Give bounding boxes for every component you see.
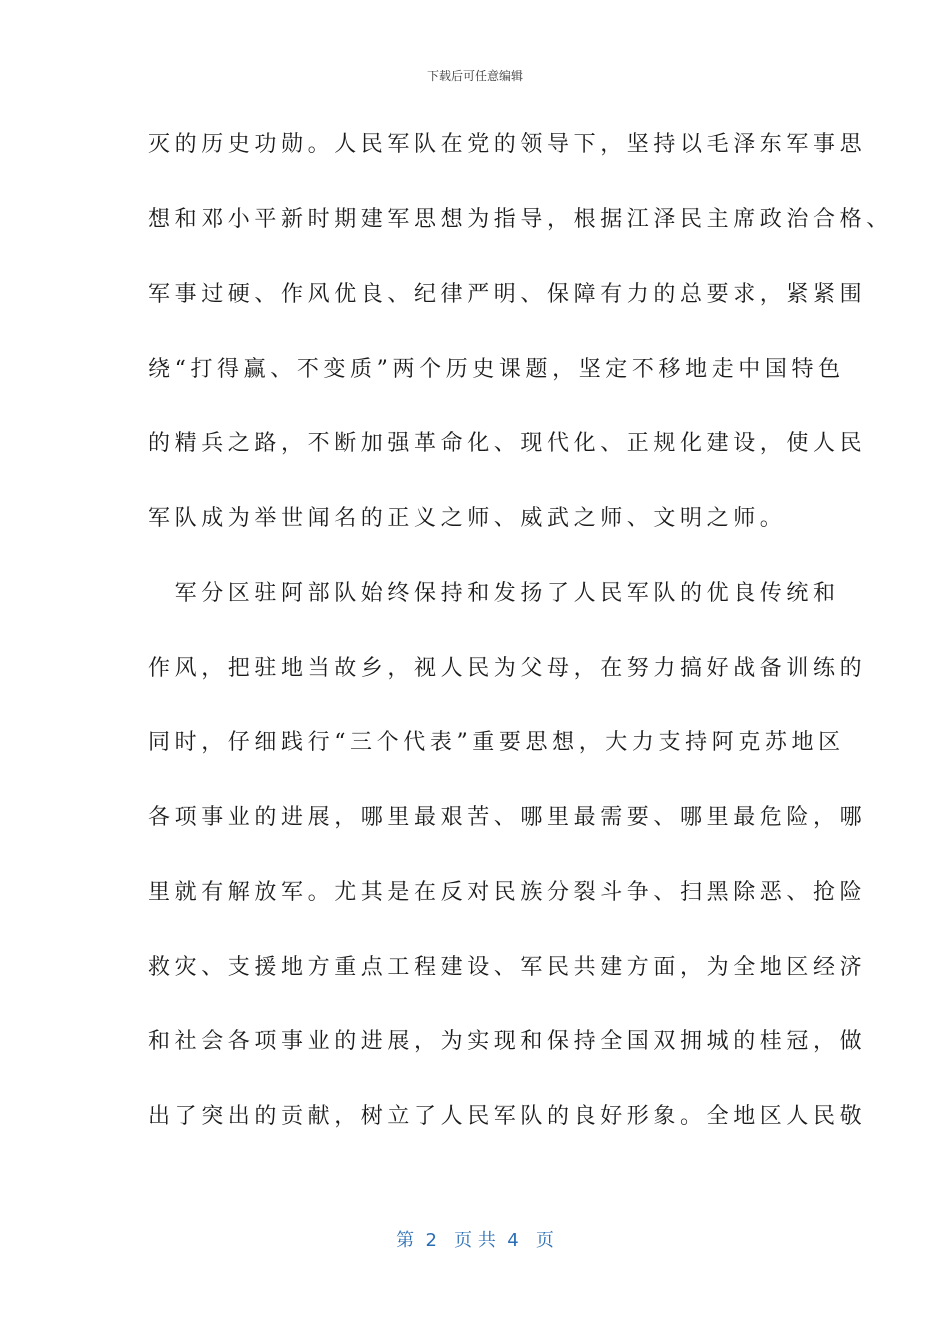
text-line: 同时，仔细践行“三个代表”重要思想，大力支持阿克苏地区: [148, 730, 845, 755]
text-line: 里就有解放军。尤其是在反对民族分裂斗争、扫黑除恶、抢险: [148, 880, 867, 905]
text-line: 军事过硬、作风优良、纪律严明、保障有力的总要求，紧紧围: [148, 282, 867, 307]
text-line: 出了突出的贡献，树立了人民军队的良好形象。全地区人民敬: [148, 1104, 867, 1129]
text-line: 作风，把驻地当故乡，视人民为父母，在努力搞好战备训练的: [148, 656, 867, 681]
text-line: 救灾、支援地方重点工程建设、军民共建方面，为全地区经济: [148, 955, 867, 980]
text-line: 各项事业的进展，哪里最艰苦、哪里最需要、哪里最危险，哪: [148, 805, 867, 830]
text-line: 的精兵之路，不断加强革命化、现代化、正规化建设，使人民: [148, 431, 867, 456]
text-line: 灭的历史功勋。人民军队在党的领导下，坚持以毛泽东军事思: [148, 132, 867, 157]
text-line: 和社会各项事业的进展，为实现和保持全国双拥城的桂冠，做: [148, 1029, 867, 1054]
text-line: 绕“打得赢、不变质”两个历史课题，坚定不移地走中国特色: [148, 357, 845, 382]
text-line: 军分区驻阿部队始终保持和发扬了人民军队的优良传统和: [148, 581, 840, 606]
text-line: 想和邓小平新时期建军思想为指导，根据江泽民主席政治合格、: [148, 207, 893, 232]
page-number-footer: 第 2 页 共 4 页: [396, 1230, 554, 1251]
text-line: 军队成为举世闻名的正义之师、威武之师、文明之师。: [148, 506, 787, 531]
page-header: 下载后可任意编辑: [426, 69, 523, 83]
